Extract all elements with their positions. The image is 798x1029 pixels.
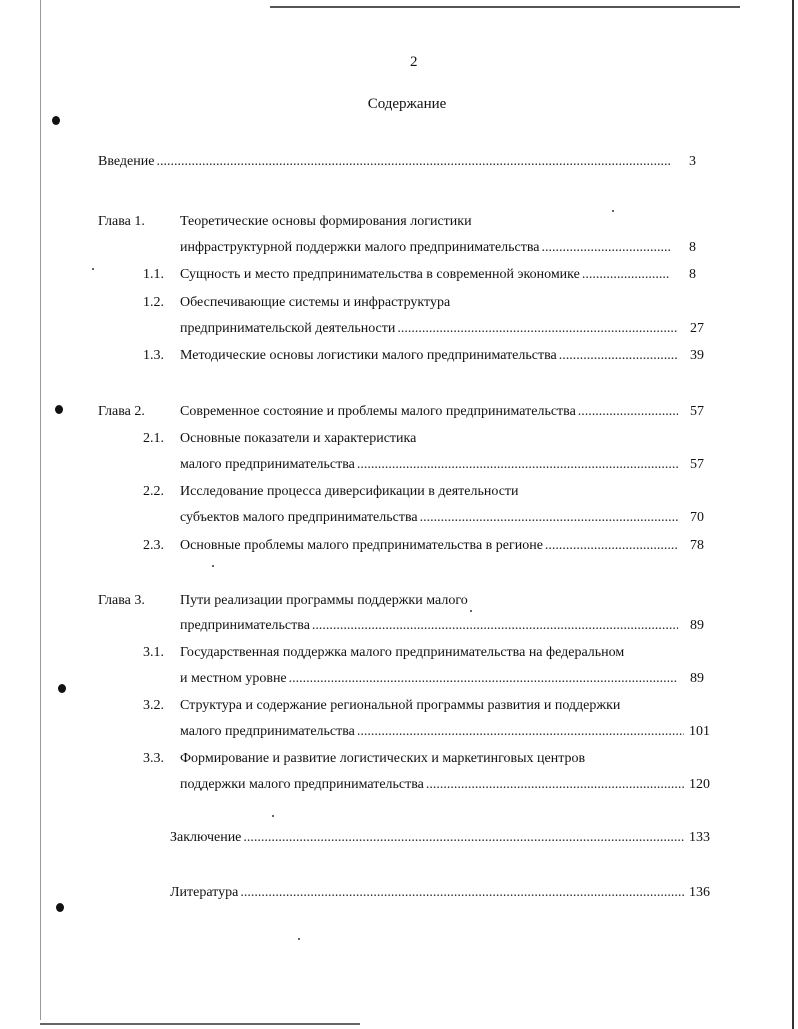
section-title-line: Структура и содержание региональной программы развития и поддержки — [180, 698, 621, 713]
leader-dots — [397, 320, 678, 338]
toc-page-number: 89 — [690, 618, 704, 633]
toc-page-number: 8 — [689, 240, 696, 255]
section-title-line: Государственная поддержка малого предпринимательства на федеральном — [180, 645, 625, 660]
leader-dots — [426, 776, 684, 794]
section-title-line: Обеспечивающие системы и инфраструктура — [180, 295, 451, 310]
toc-page-number: 89 — [690, 671, 704, 686]
section-label: 2.1. — [143, 431, 164, 446]
scan-speck — [612, 210, 614, 212]
section-title-line: малого предпринимательства — [180, 457, 355, 472]
toc-entry-label: Введение — [98, 154, 155, 169]
toc-page-number: 78 — [690, 538, 704, 553]
leader-dots — [289, 670, 678, 688]
section-label: 1.1. — [143, 267, 164, 282]
leader-dots — [559, 347, 678, 365]
scan-edge-left — [40, 0, 41, 1020]
section-title-line: поддержки малого предпринимательства — [180, 777, 424, 792]
section-title: Методические основы логистики малого предпринимательства — [180, 348, 557, 363]
section-label: 2.2. — [143, 484, 164, 499]
toc-page-number: 8 — [689, 267, 696, 282]
section-title: Сущность и место предпринимательства в современной экономике — [180, 267, 580, 282]
leader-dots — [542, 239, 670, 257]
scan-edge-bottom — [40, 1023, 360, 1025]
toc-page-number: 27 — [690, 321, 704, 336]
toc-entry-section-2-1 — [180, 456, 704, 474]
scan-edge-right — [792, 0, 794, 1029]
leader-dots — [578, 403, 678, 421]
toc-entry-chapter3 — [180, 617, 704, 635]
section-title-line: малого предпринимательства — [180, 724, 355, 739]
chapter-label: Глава 3. — [98, 593, 145, 608]
section-title-line: субъектов малого предпринимательства — [180, 510, 418, 525]
section-label: 1.3. — [143, 348, 164, 363]
scan-speck — [272, 815, 274, 817]
scan-speck — [298, 938, 300, 940]
toc-page-number: 101 — [689, 724, 710, 739]
toc-entry-section-1-3 — [180, 347, 704, 365]
scan-edge-top — [270, 6, 740, 8]
page-title: Содержание — [367, 96, 447, 112]
toc-entry-chapter2 — [180, 403, 704, 421]
toc-page-number: 3 — [689, 154, 696, 169]
chapter-label: Глава 2. — [98, 404, 145, 419]
scan-speck — [470, 610, 472, 612]
toc-page-number: 57 — [690, 404, 704, 419]
scan-blot — [58, 684, 66, 693]
toc-entry-intro — [98, 153, 696, 171]
toc-entry-label: Литература — [170, 885, 239, 900]
chapter-title-line: инфраструктурной поддержки малого предпринимательства — [180, 240, 540, 255]
chapter-title-line: Теоретические основы формирования логистики — [180, 214, 472, 229]
chapter-label: Глава 1. — [98, 214, 145, 229]
chapter-title-line: предпринимательства — [180, 618, 310, 633]
section-title: Основные проблемы малого предпринимательства в регионе — [180, 538, 543, 553]
leader-dots — [582, 266, 670, 284]
leader-dots — [240, 884, 684, 902]
section-label: 2.3. — [143, 538, 164, 553]
section-title-line: Основные показатели и характеристика — [180, 431, 417, 446]
section-label: 3.2. — [143, 698, 164, 713]
section-title-line: Формирование и развитие логистических и маркетинговых центров — [180, 751, 586, 766]
page-number: 2 — [410, 54, 418, 70]
leader-dots — [357, 456, 678, 474]
scan-speck — [212, 565, 214, 567]
toc-entry-section-2-2 — [180, 509, 704, 527]
scan-speck — [92, 268, 94, 270]
scan-blot — [52, 116, 60, 125]
leader-dots — [545, 537, 678, 555]
chapter-title-line: Пути реализации программы поддержки малого — [180, 593, 468, 608]
leader-dots — [312, 617, 678, 635]
leader-dots — [243, 829, 684, 847]
toc-entry-section-1-2 — [180, 320, 704, 338]
toc-entry-section-3-3 — [180, 776, 710, 794]
toc-entry-label: Заключение — [170, 830, 242, 845]
section-title-line: предпринимательской деятельности — [180, 321, 396, 336]
toc-entry-section-1-1 — [180, 266, 696, 284]
toc-page-number: 70 — [690, 510, 704, 525]
toc-page-number: 136 — [689, 885, 710, 900]
toc-entry-section-3-2 — [180, 723, 710, 741]
toc-entry-conclusion — [170, 829, 710, 847]
section-label: 3.3. — [143, 751, 164, 766]
scan-blot — [56, 903, 64, 912]
toc-entry-section-2-3 — [180, 537, 704, 555]
scan-blot — [55, 405, 63, 414]
leader-dots — [357, 723, 684, 741]
toc-entry-literature — [170, 884, 710, 902]
leader-dots — [420, 509, 678, 527]
toc-page-number: 57 — [690, 457, 704, 472]
toc-entry-chapter1 — [180, 239, 696, 257]
toc-page-number: 39 — [690, 348, 704, 363]
leader-dots — [156, 153, 670, 171]
section-label: 1.2. — [143, 295, 164, 310]
section-title-line: Исследование процесса диверсификации в деятельности — [180, 484, 519, 499]
section-label: 3.1. — [143, 645, 164, 660]
toc-entry-section-3-1 — [180, 670, 704, 688]
section-title-line: и местном уровне — [180, 671, 287, 686]
chapter-title: Современное состояние и проблемы малого предпринимательства — [180, 404, 576, 419]
toc-page-number: 133 — [689, 830, 710, 845]
toc-page-number: 120 — [689, 777, 710, 792]
